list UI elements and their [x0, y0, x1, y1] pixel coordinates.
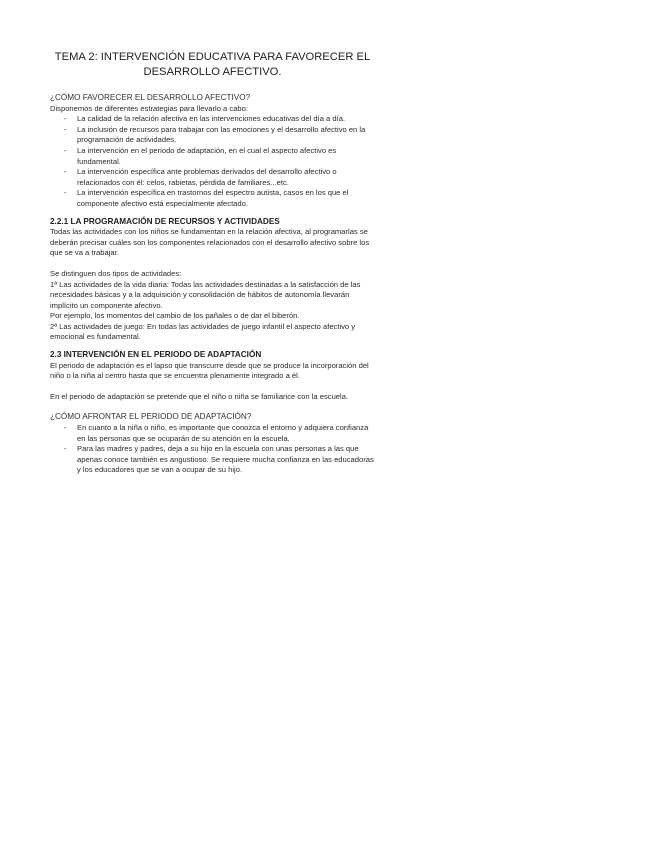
list-item: - La intervención específica ante problemas derivados del desarrollo afectivo o relacionados con él: celos, rabietas, pérdida de familiares...etc.	[50, 167, 375, 188]
list-item: - La intervención en el periodo de adaptación, en el cual el aspecto afectivo es fundamental.	[50, 146, 375, 167]
section-heading-adaptacion: 2.3 INTERVENCIÓN EN EL PERIODO DE ADAPTACIÓN	[50, 350, 262, 360]
title-line-2: DESARROLLO AFECTIVO.	[143, 65, 282, 78]
list-item: - La intervención específica en trastornos del espectro autista, casos en los que el componente afectivo está especialmente afectado.	[50, 188, 375, 209]
section-heading-afrontar: ¿CÓMO AFRONTAR EL PERIODO DE ADAPTACIÓN?	[50, 412, 252, 422]
title-line-1: TEMA 2: INTERVENCIÓN EDUCATIVA PARA FAVORECER EL	[54, 51, 371, 63]
paragraph-line: 2ª Las actividades de juego: En todas las actividades de juego infantil el aspecto afectivo y emocional es fundamental.	[50, 321, 356, 342]
section-heading-favorecer: ¿CÓMO FAVORECER EL DESARROLLO AFECTIVO?	[50, 93, 251, 102]
section-intro: Disponemos de diferentes estrategias para llevarlo a cabo:	[50, 103, 248, 113]
document-body	[50, 50, 375, 476]
paragraph-line: Por ejemplo, los momentos del cambio de los pañales o de dar el biberón.	[50, 311, 300, 321]
paragraph: El periodo de adaptación es el lapso que transcurre desde que se produce la incorporación del niño o la niña al centro hasta que se encuentra plenamente integrado a él.	[50, 360, 369, 381]
adaptation-list	[50, 423, 375, 476]
list-item: - En cuanto a la niña o niño, es importante que conozca el entorno y adquiera confianza en las personas que se ocuparán de su atención en la escuela.	[50, 423, 375, 444]
document-title	[50, 50, 375, 79]
list-item: - La calidad de la relación afectiva en las intervenciones educativas del día a día.	[50, 114, 375, 125]
paragraph: En el periodo de adaptación se pretende que el niño o niña se familiarice con la escuela.	[50, 391, 349, 401]
strategies-list	[50, 114, 375, 209]
list-item: - Para las madres y padres, deja a su hijo en la escuela con unas personas a las que apenas conoce también es angustioso. Se requiere mucha confianza en las educadoras y los educadores que se van a ocupar de su hijo.	[50, 444, 375, 476]
paragraph: Todas las actividades con los niños se fundamentan en la relación afectiva, al programarlas se deberán precisar cuáles son los componentes relacionados con el desarrollo afectivo sobre los que se va a trabajar.	[50, 227, 370, 258]
section-heading-programacion: 2.2.1 LA PROGRAMACIÓN DE RECURSOS Y ACTIVIDADES	[50, 216, 280, 226]
paragraph-line: Se distinguen dos tipos de actividades:	[50, 268, 182, 278]
list-item: - La inclusión de recursos para trabajar con las emociones y el desarrollo afectivo en la programación de actividades.	[50, 125, 375, 146]
paragraph-line: 1ª Las actividades de la vida diaria: Todas las actividades destinadas a la satisfacción de las necesidades básicas y a la adquisición y consolidación de hábitos de autonomía llevarán implícito un componente afectivo.	[50, 279, 361, 310]
